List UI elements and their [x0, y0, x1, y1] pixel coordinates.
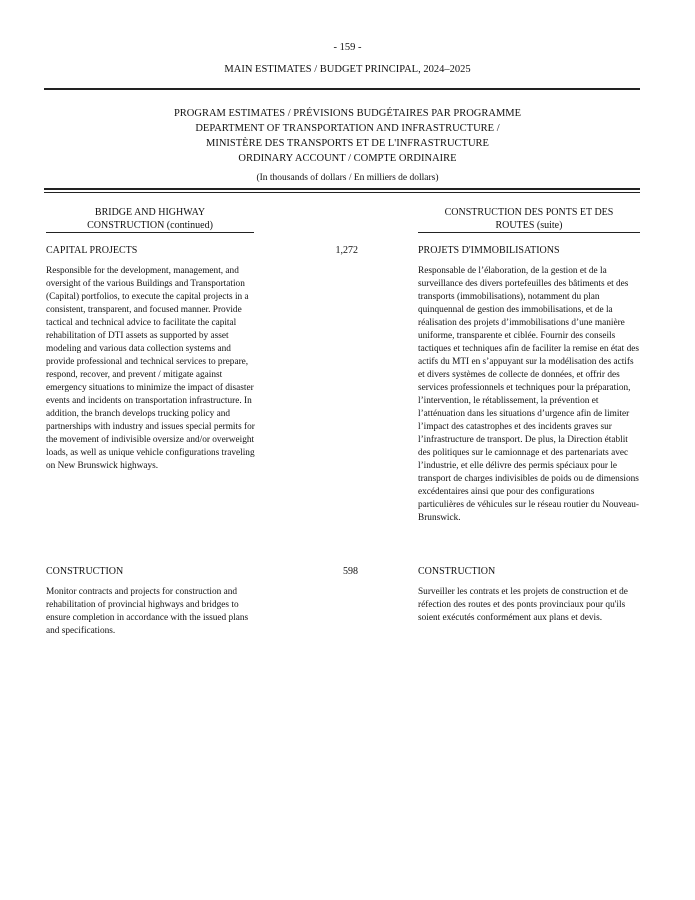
- page-number: - 159 -: [333, 42, 362, 53]
- section-title-fr: PROJETS D'IMMOBILISATIONS: [418, 245, 560, 256]
- column-heading-en: [46, 206, 254, 232]
- section-amount: 1,272: [335, 245, 358, 256]
- section-title-fr: CONSTRUCTION: [418, 566, 496, 577]
- section-description-fr: Surveiller les contrats et les projets de construction et de réfection des routes et des ponts provinciaux pour qu'ils soient exécutés conformément aux plans et devis.: [418, 587, 628, 623]
- section-title-en: CAPITAL PROJECTS: [46, 245, 138, 256]
- column-heading-fr-line2: ROUTES (suite): [495, 220, 563, 231]
- header-double-rule-bottom: [44, 192, 640, 193]
- document-title: MAIN ESTIMATES / BUDGET PRINCIPAL, 2024–2025: [224, 64, 471, 75]
- department-name-fr: MINISTÈRE DES TRANSPORTS ET DE L'INFRASTRUCTURE: [206, 138, 489, 149]
- top-rule: [44, 88, 640, 90]
- section-description-en: Monitor contracts and projects for construction and rehabilitation of provincial highways and bridges to ensure completion in accordance with the issued plans and specifications.: [46, 587, 249, 636]
- column-heading-fr-rule: [418, 232, 640, 233]
- column-heading-fr: [418, 206, 640, 232]
- section-description-fr: Responsable de l’élaboration, de la gestion et de la surveillance des divers portefeuilles des bâtiments et des transports (immobilisations), notamment du plan quinquennal de gestion des immobilisations, et de la réalisation des projets d’immobilisations d’une manière uniforme, transparente et ciblée. Fournir des conseils tactiques et techniques afin de faciliter la remise en état des actifs du MTI en s’appuyant sur la modélisation des actifs et divers systèmes de collecte de données, et offrir des services professionnels et techniques pour la préparation, l’intervention, le rétablissement, la prévention et l’atténuation dans les situations d’urgence afin de limiter l’impact des catastrophes et des incidents graves sur l’infrastructure de transport. De plus, la Direction établit des politiques sur le camionnage et des partenariats avec l’industrie, et elle délivre des permis spéciaux pour le transport de charges indivisibles de poids ou de dimensions excédentaires ainsi que pour des configurations particulières de véhicules sur le réseau routier du Nouveau-Brunswick.: [418, 266, 639, 523]
- program-estimates-heading: PROGRAM ESTIMATES / PRÉVISIONS BUDGÉTAIRES PAR PROGRAMME: [173, 108, 522, 119]
- section-amount: 598: [343, 566, 358, 577]
- section-title-en: CONSTRUCTION: [46, 566, 124, 577]
- department-name-en: DEPARTMENT OF TRANSPORTATION AND INFRASTRUCTURE /: [195, 123, 500, 134]
- column-heading-en-line2: CONSTRUCTION (continued): [87, 220, 213, 231]
- section-description-en: Responsible for the development, management, and oversight of the various Buildings and Transportation (Capital) portfolios, to execute the capital projects in a consistent, transparent, and focused manner. Provide tactical and technical advice to facilitate the capital rehabilitation of DTI assets as supported by asset modeling and various data collection systems and provide professional and technical services to prepare, respond, recover, and prevent / mitigate against emergency situations to minimize the impact of disaster events and incidents on transportation infrastructure. In addition, the branch develops trucking policy and partnerships with industry and issues special permits for the movement of indivisible oversize and/or overweight loads, as well as unique vehicle configurations traveling on New Brunswick highways.: [46, 266, 255, 471]
- column-heading-fr-line1: CONSTRUCTION DES PONTS ET DES: [444, 207, 614, 218]
- column-heading-en-line1: BRIDGE AND HIGHWAY: [94, 207, 206, 218]
- column-heading-en-rule: [46, 232, 254, 233]
- account-type: ORDINARY ACCOUNT / COMPTE ORDINAIRE: [238, 153, 457, 164]
- header-double-rule-top: [44, 188, 640, 190]
- units-note: (In thousands of dollars / En milliers de dollars): [256, 173, 439, 183]
